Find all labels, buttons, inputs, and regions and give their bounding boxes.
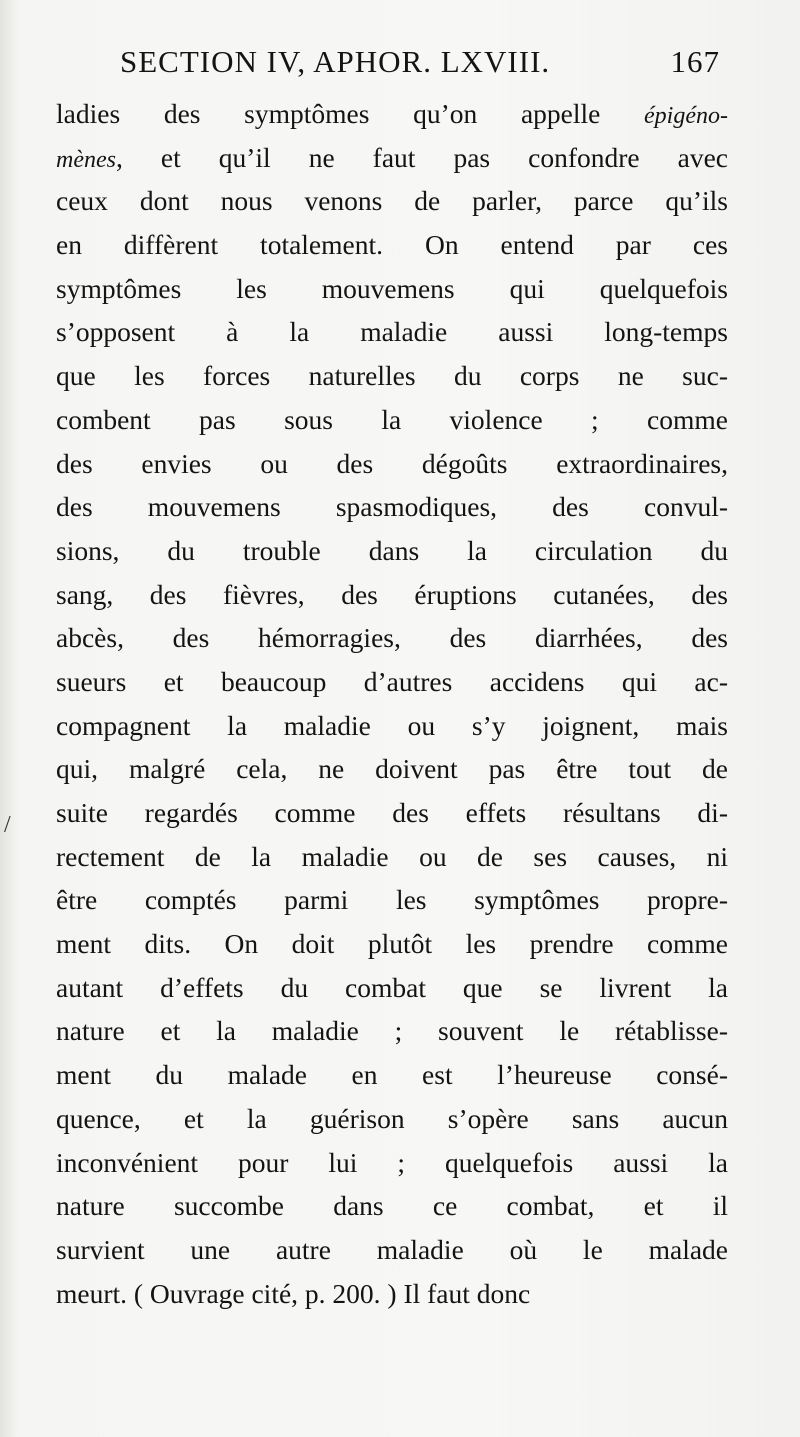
text-run: s’opposent à la maladie aussi long-temps [56, 316, 728, 348]
text-run: sueurs et beaucoup d’autres accidens qui ac- [56, 665, 728, 697]
text-run: ladies des symptômes qu’on appelle [56, 98, 645, 129]
text-line [56, 747, 728, 791]
italic-run: épigéno- [644, 103, 728, 129]
text-run: ceux dont nous venons de parler, parce qu’ils [56, 185, 728, 217]
text-line [56, 704, 728, 748]
text-line [56, 1184, 728, 1228]
text-run: meurt. ( Ouvrage cité, p. 200. ) Il faut donc [56, 1277, 531, 1309]
text-run: quence, et la guérison s’opère sans aucun [56, 1102, 728, 1134]
text-run: des mouvemens spasmodiques, des convul- [56, 491, 728, 523]
text-line [56, 267, 728, 311]
text-run: que les forces naturelles du corps ne suc- [56, 360, 728, 392]
margin-mark: / [4, 812, 11, 838]
text-run: qui, malgré cela, ne doivent pas être tout de [56, 753, 728, 785]
text-line [56, 92, 728, 136]
text-run: combent pas sous la violence ; comme [56, 403, 728, 435]
text-line [56, 1228, 728, 1272]
text-line [56, 660, 728, 704]
text-run: sang, des fièvres, des éruptions cutanées, des [56, 578, 728, 610]
text-line [56, 529, 728, 573]
text-line [56, 1053, 728, 1097]
text-run: nature et la maladie ; souvent le rétablisse- [56, 1015, 728, 1047]
text-run: sions, du trouble dans la circulation du [56, 534, 728, 566]
text-run: abcès, des hémorragies, des diarrhées, des [56, 622, 728, 654]
text-run: en diffèrent totalement. On entend par ces [56, 229, 728, 261]
text-run: , et qu’il ne faut pas confondre avec [115, 141, 728, 173]
text-run: être comptés parmi les symptômes propre- [56, 884, 728, 916]
italic-run: mènes [56, 146, 116, 173]
text-line [56, 1272, 728, 1316]
text-line [56, 354, 728, 398]
text-run: ment dits. On doit plutôt les prendre comme [56, 928, 728, 960]
body-text [56, 92, 728, 1315]
running-header [120, 40, 720, 84]
text-line [56, 310, 728, 354]
text-run: rectement de la maladie ou de ses causes, ni [56, 840, 728, 872]
text-line [56, 442, 728, 486]
text-run: ment du malade en est l’heureuse consé- [56, 1059, 728, 1091]
text-run: survient une autre maladie où le malade [56, 1233, 728, 1265]
text-run: suite regardés comme des effets résultans di- [56, 797, 728, 828]
text-line [56, 966, 728, 1010]
text-line [56, 485, 728, 529]
text-run: nature succombe dans ce combat, et il [56, 1190, 728, 1222]
text-run: symptômes les mouvemens qui quelquefois [56, 272, 728, 304]
text-line [56, 223, 728, 267]
text-line [56, 616, 728, 660]
text-line [56, 922, 728, 966]
text-line [56, 398, 728, 442]
text-run: compagnent la maladie ou s’y joignent, mais [56, 709, 728, 741]
text-line [56, 1009, 728, 1053]
text-line [56, 878, 728, 922]
text-line [56, 179, 728, 223]
text-line [56, 573, 728, 617]
text-line [56, 791, 728, 835]
text-line [56, 1141, 728, 1185]
text-run: inconvénient pour lui ; quelquefois aussi la [56, 1146, 728, 1178]
text-line [56, 1097, 728, 1141]
page-number: 167 [670, 44, 720, 79]
text-run: autant d’effets du combat que se livrent la [56, 971, 728, 1003]
text-run: des envies ou des dégoûts extraordinaires, [56, 447, 728, 479]
text-line [56, 136, 728, 180]
text-line [56, 835, 728, 879]
running-title: SECTION IV, APHOR. LXVIII. [120, 44, 551, 79]
